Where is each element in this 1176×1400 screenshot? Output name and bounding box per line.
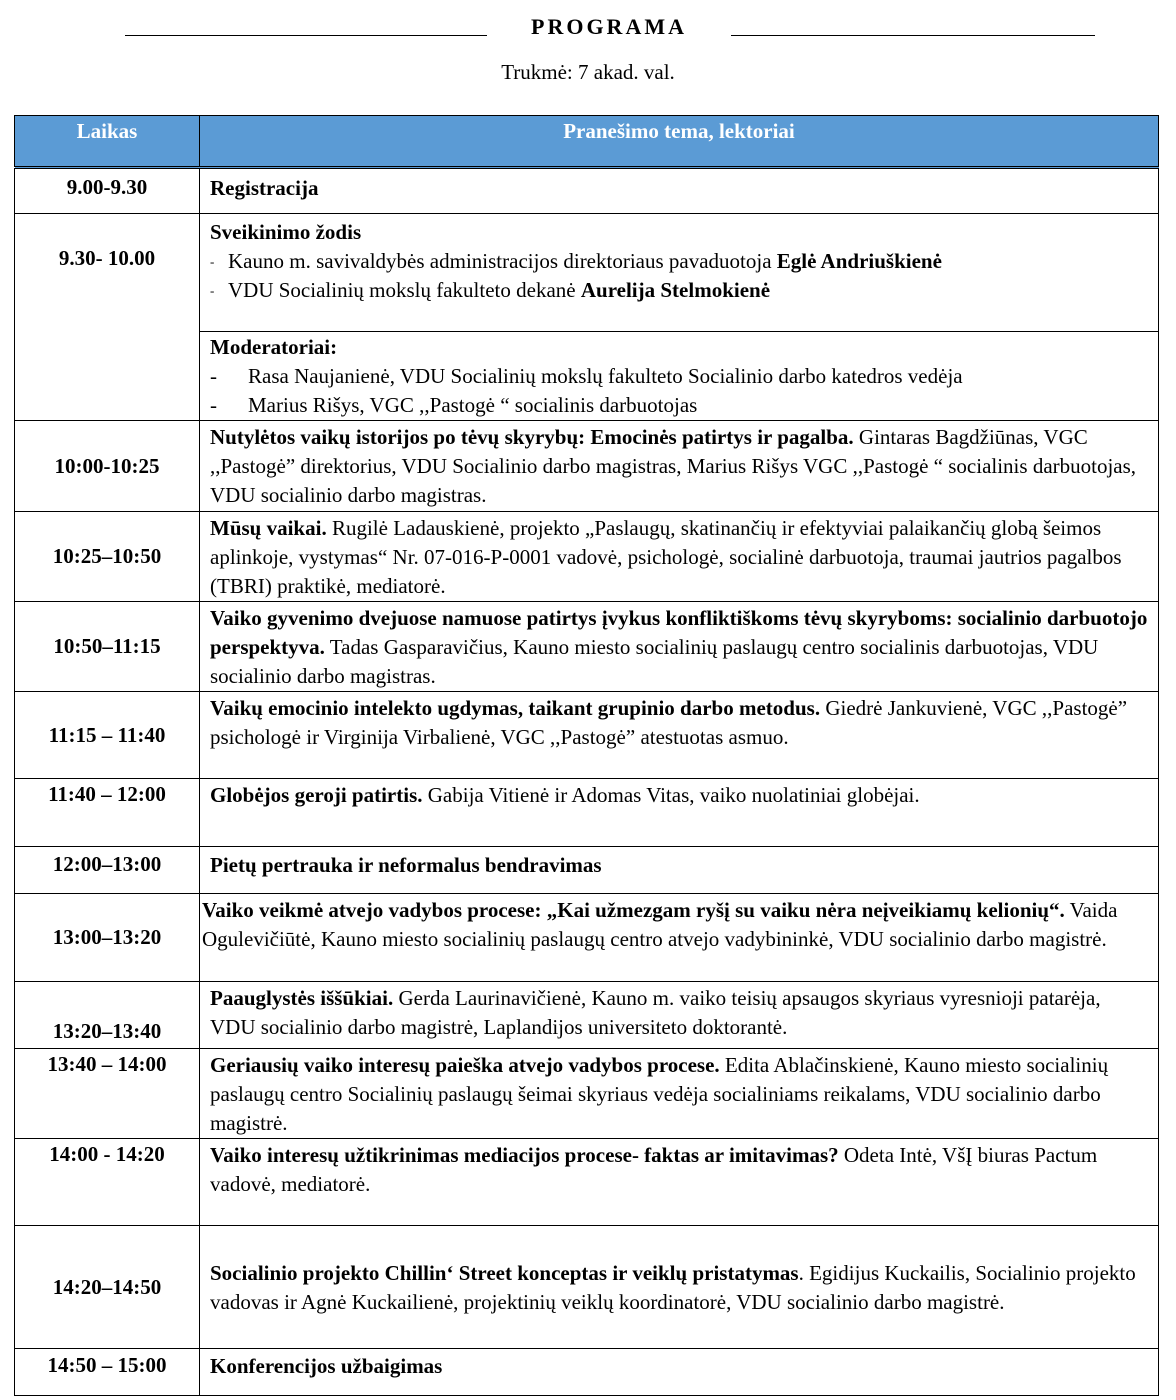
topic-speakers: Rugilė Ladauskienė, projekto „Paslaugų, skatinančių ir efektyviai palaikančių globą šeimos aplinkoje, vystymas“ Nr. 07-016-P-0001 vadovė, psichologė, socialinė darbuotoja, traumai jautrios pagalbos (TBRI) praktikė, mediatorė. [210,516,1122,598]
topic-cell [200,512,1159,602]
topic-title: Vaiko gyvenimo dvejuose namuose patirtys įvykus konfliktiškoms tėvų skyryboms: socialinio darbuotojo perspektyva. [210,606,1148,659]
topic-cell [200,332,1159,421]
topic-speakers: Gerda Laurinavičienė, Kauno m. vaiko teisių apsaugos skyriaus vyresnioji patarėja, VDU socialinio darbo magistrė, Laplandijos universiteto doktorantė. [210,986,1101,1039]
topic-title: Vaiko veikmė atvejo vadybos procese: „Kai užmezgam ryšį su vaiku nėra neįveikiamų kelionių“. [202,898,1065,922]
time-cell: 9.30- 10.00 [15,214,200,421]
topic-title: Mūsų vaikai. [210,516,327,540]
topic-cell [200,1349,1159,1396]
table-row [15,602,1159,692]
topic-speakers: . Egidijus Kuckailis, Socialinio projekto vadovas ir Agnė Kuckailienė, projektinių veiklų koordinatorė, VDU socialinio darbo magistrė. [210,1261,1136,1314]
table-row [15,779,1159,847]
topic-title: Pietų pertrauka ir neformalus bendravimas [210,853,602,877]
topic-title: Moderatoriai: [210,335,338,359]
list-item: - Rasa Naujanienė, VDU Socialinių mokslų fakulteto Socialinio darbo katedros vedėja [210,364,963,388]
table-row [15,214,1159,332]
topic-cell [200,214,1159,332]
topic-speakers: Tadas Gasparavičius, Kauno miesto socialinių paslaugų centro socialinis darbuotojas, VDU socialinio darbo magistras. [210,635,1099,688]
table-row [15,168,1159,214]
topic-title: Konferencijos užbaigimas [210,1354,443,1378]
topic-cell [200,1049,1159,1139]
topic-speakers: Gabija Vitienė ir Adomas Vitas, vaiko nuolatiniai globėjai. [422,783,920,807]
topic-cell [200,779,1159,847]
topic-speakers: Giedrė Jankuvienė, VGC ,,Pastogė” psichologė ir Virginija Virbalienė, VGC ,,Pastogė” atestuotas asmuo. [210,696,1128,749]
table-row [15,1139,1159,1226]
topic-cell [200,847,1159,894]
topic-speakers: Odeta Intė, VšĮ biuras Pactum vadovė, mediatorė. [210,1143,1098,1196]
topic-cell [200,1226,1159,1349]
time-cell: 14:50 – 15:00 [15,1349,200,1396]
page-title: PROGRAMA [531,14,687,39]
table-row [15,1226,1159,1349]
time-cell: 13:20–13:40 [15,982,200,1049]
topic-cell [200,982,1159,1049]
time-cell: 9.00-9.30 [15,168,200,214]
topic-title: Socialinio projekto Chillin‘ Street konceptas ir veiklų pristatymas [210,1261,799,1285]
topic-title: Geriausių vaiko interesų paieška atvejo vadybos procese. [210,1053,720,1077]
table-row [15,847,1159,894]
topic-cell [200,602,1159,692]
table-row [15,982,1159,1049]
list-item: - VDU Socialinių mokslų fakulteto dekanė Aurelija Stelmokienė [210,278,771,302]
table-row [15,1049,1159,1139]
topic-speakers: Vaida Ogulevičiūtė, Kauno miesto socialinių paslaugų centro atvejo vadybininkė, VDU socialinio darbo magistrė. [202,898,1118,951]
time-cell: 10:25–10:50 [15,512,200,602]
program-header [0,0,1176,110]
time-cell: 11:15 – 11:40 [15,692,200,779]
topic-speakers: Edita Ablačinskienė, Kauno miesto socialinių paslaugų centro Socialinių paslaugų šeimai skyriaus vedėja socialiniams reikalams, VDU socialinio darbo magistrė. [210,1053,1109,1135]
col-header-time: Laikas [15,116,200,168]
time-cell: 13:00–13:20 [15,894,200,982]
time-cell: 10:00-10:25 [15,421,200,512]
duration-text: Trukmė: 7 akad. val. [501,60,675,84]
time-cell: 11:40 – 12:00 [15,779,200,847]
list-item: - Kauno m. savivaldybės administracijos direktoriaus pavaduotoja Eglė Andriuškienė [210,249,942,273]
topic-cell [200,692,1159,779]
header-rule-right [731,35,1095,36]
topic-cell [200,421,1159,512]
header-rule-left [125,35,487,36]
table-row [15,512,1159,602]
table-row [15,421,1159,512]
time-cell: 13:40 – 14:00 [15,1049,200,1139]
topic-cell [200,168,1159,214]
time-cell: 14:20–14:50 [15,1226,200,1349]
table-row [15,894,1159,982]
topic-title: Globėjos geroji patirtis. [210,783,423,807]
time-cell: 10:50–11:15 [15,602,200,692]
table-row [15,692,1159,779]
topic-cell [200,894,1159,982]
table-header-row [15,116,1159,168]
topic-title: Registracija [210,176,319,200]
topic-speakers: Gintaras Bagdžiūnas, VGC ,,Pastogė” direktorius, VDU Socialinio darbo magistras, Marius Rišys VGC ,,Pastogė “ socialinis darbuotojas, VDU socialinio darbo magistras. [210,425,1137,507]
time-cell: 14:00 - 14:20 [15,1139,200,1226]
topic-title: Vaikų emocinio intelekto ugdymas, taikant grupinio darbo metodus. [210,696,821,720]
table-row [15,1349,1159,1396]
program-table [14,115,1159,1396]
topic-cell [200,1139,1159,1226]
topic-title: Paauglystės iššūkiai. [210,986,394,1010]
topic-title: Nutylėtos vaikų istorijos po tėvų skyrybų: Emocinės patirtys ir pagalba. [210,425,854,449]
topic-title: Vaiko interesų užtikrinimas mediacijos procese- faktas ar imitavimas? [210,1143,839,1167]
topic-title: Sveikinimo žodis [210,220,362,244]
col-header-topic: Pranešimo tema, lektoriai [200,116,1159,168]
list-item: - Marius Rišys, VGC ,,Pastogė “ socialinis darbuotojas [210,393,698,417]
time-cell: 12:00–13:00 [15,847,200,894]
